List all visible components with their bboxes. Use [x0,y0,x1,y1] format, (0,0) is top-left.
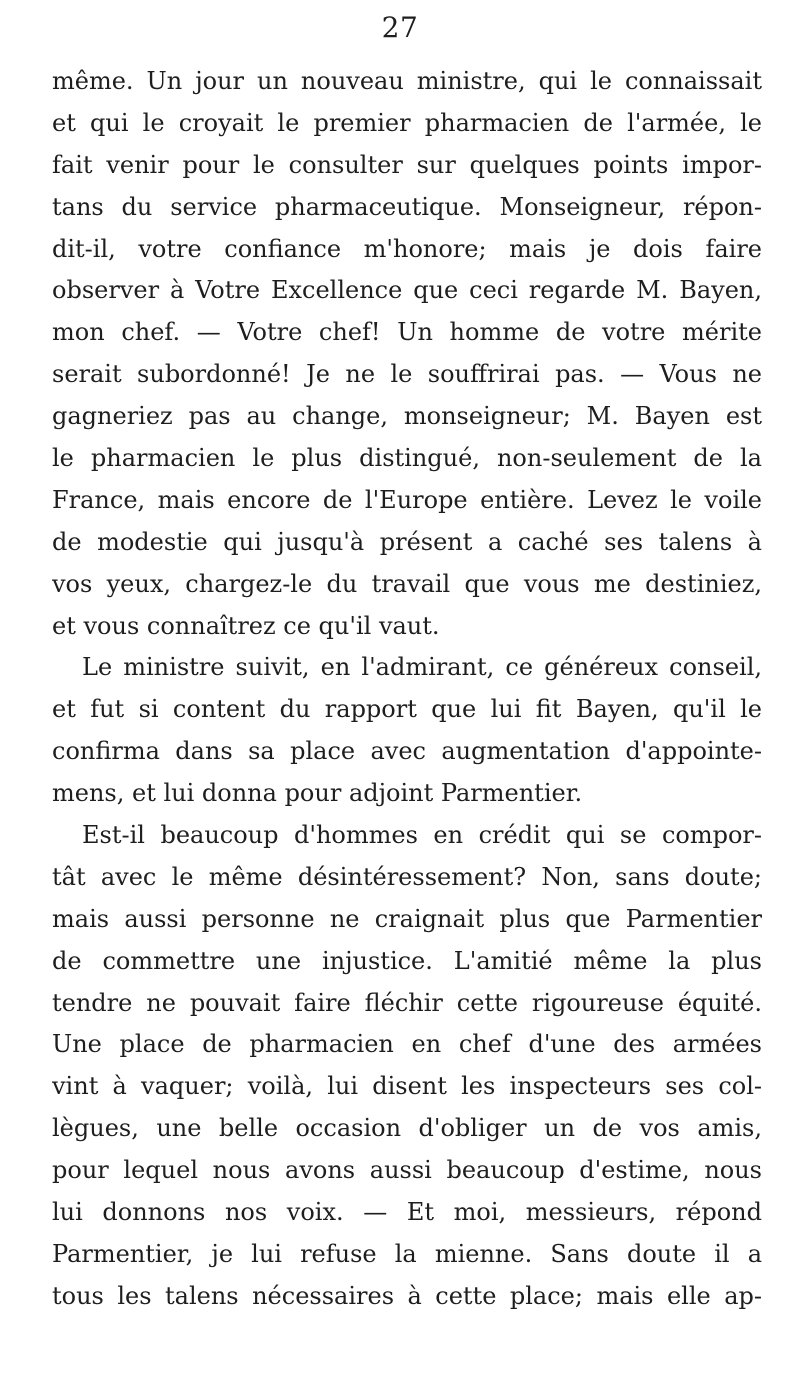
text-line: gagneriez pas au change, monseigneur; M. Bayen est [52,402,762,431]
text-line: et fut si content du rapport que lui fit Bayen, qu'il le [52,695,762,724]
text-line: pour lequel nous avons aussi beaucoup d'estime, nous [52,1156,762,1185]
text-line: observer à Votre Excellence que ceci regarde M. Bayen, [52,276,762,305]
page-number: 27 [381,11,419,44]
text-line: France, mais encore de l'Europe entière. Levez le voile [52,485,762,514]
text-line: dit-il, votre confiance m'honore; mais je dois faire [52,234,762,263]
text-line: le pharmacien le plus distingué, non-seulement de la [52,444,762,473]
text-line: mais aussi personne ne craignait plus que Parmentier [52,904,762,933]
text-line: mon chef. — Votre chef! Un homme de votre mérite [52,318,762,347]
body-text [52,61,762,1318]
paragraph-end-line: et vous connaîtrez ce qu'il vaut. [52,611,440,640]
text-line: même. Un jour un nouveau ministre, qui le connaissait [52,67,762,95]
paragraph-start-line: Le ministre suivit, en l'admirant, ce généreux conseil, [82,653,762,682]
paragraph-start-line: Est-il beaucoup d'hommes en crédit qui se compor- [82,821,762,850]
text-line: tât avec le même désintéressement? Non, sans doute; [52,862,762,891]
text-line: fait venir pour le consulter sur quelques points impor- [52,150,762,179]
text-line: de modestie qui jusqu'à présent a caché ses talens à [52,527,762,556]
text-line: tendre ne pouvait faire fléchir cette rigoureuse équité. [52,988,762,1017]
text-line: de commettre une injustice. L'amitié même la plus [52,946,762,975]
text-line: tous les talens nécessaires à cette place; mais elle ap- [52,1281,762,1310]
text-line: lui donnons nos voix. — Et moi, messieurs, répond [52,1198,762,1227]
text-line: Parmentier, je lui refuse la mienne. Sans doute il a [52,1239,762,1268]
text-line: lègues, une belle occasion d'obliger un de vos amis, [52,1114,762,1143]
text-line: vint à vaquer; voilà, lui disent les inspecteurs ses col- [52,1072,762,1101]
paragraph-end-line: mens, et lui donna pour adjoint Parmentier. [52,779,583,808]
text-line: vos yeux, chargez-le du travail que vous me destiniez, [52,569,762,598]
text-line: tans du service pharmaceutique. Monseigneur, répon- [52,192,762,221]
text-line: serait subordonné! Je ne le souffrirai pas. — Vous ne [52,360,762,389]
text-line: Une place de pharmacien en chef d'une des armées [52,1030,762,1059]
text-line: et qui le croyait le premier pharmacien de l'armée, le [52,108,762,137]
text-line: confirma dans sa place avec augmentation d'appointe- [52,737,762,766]
